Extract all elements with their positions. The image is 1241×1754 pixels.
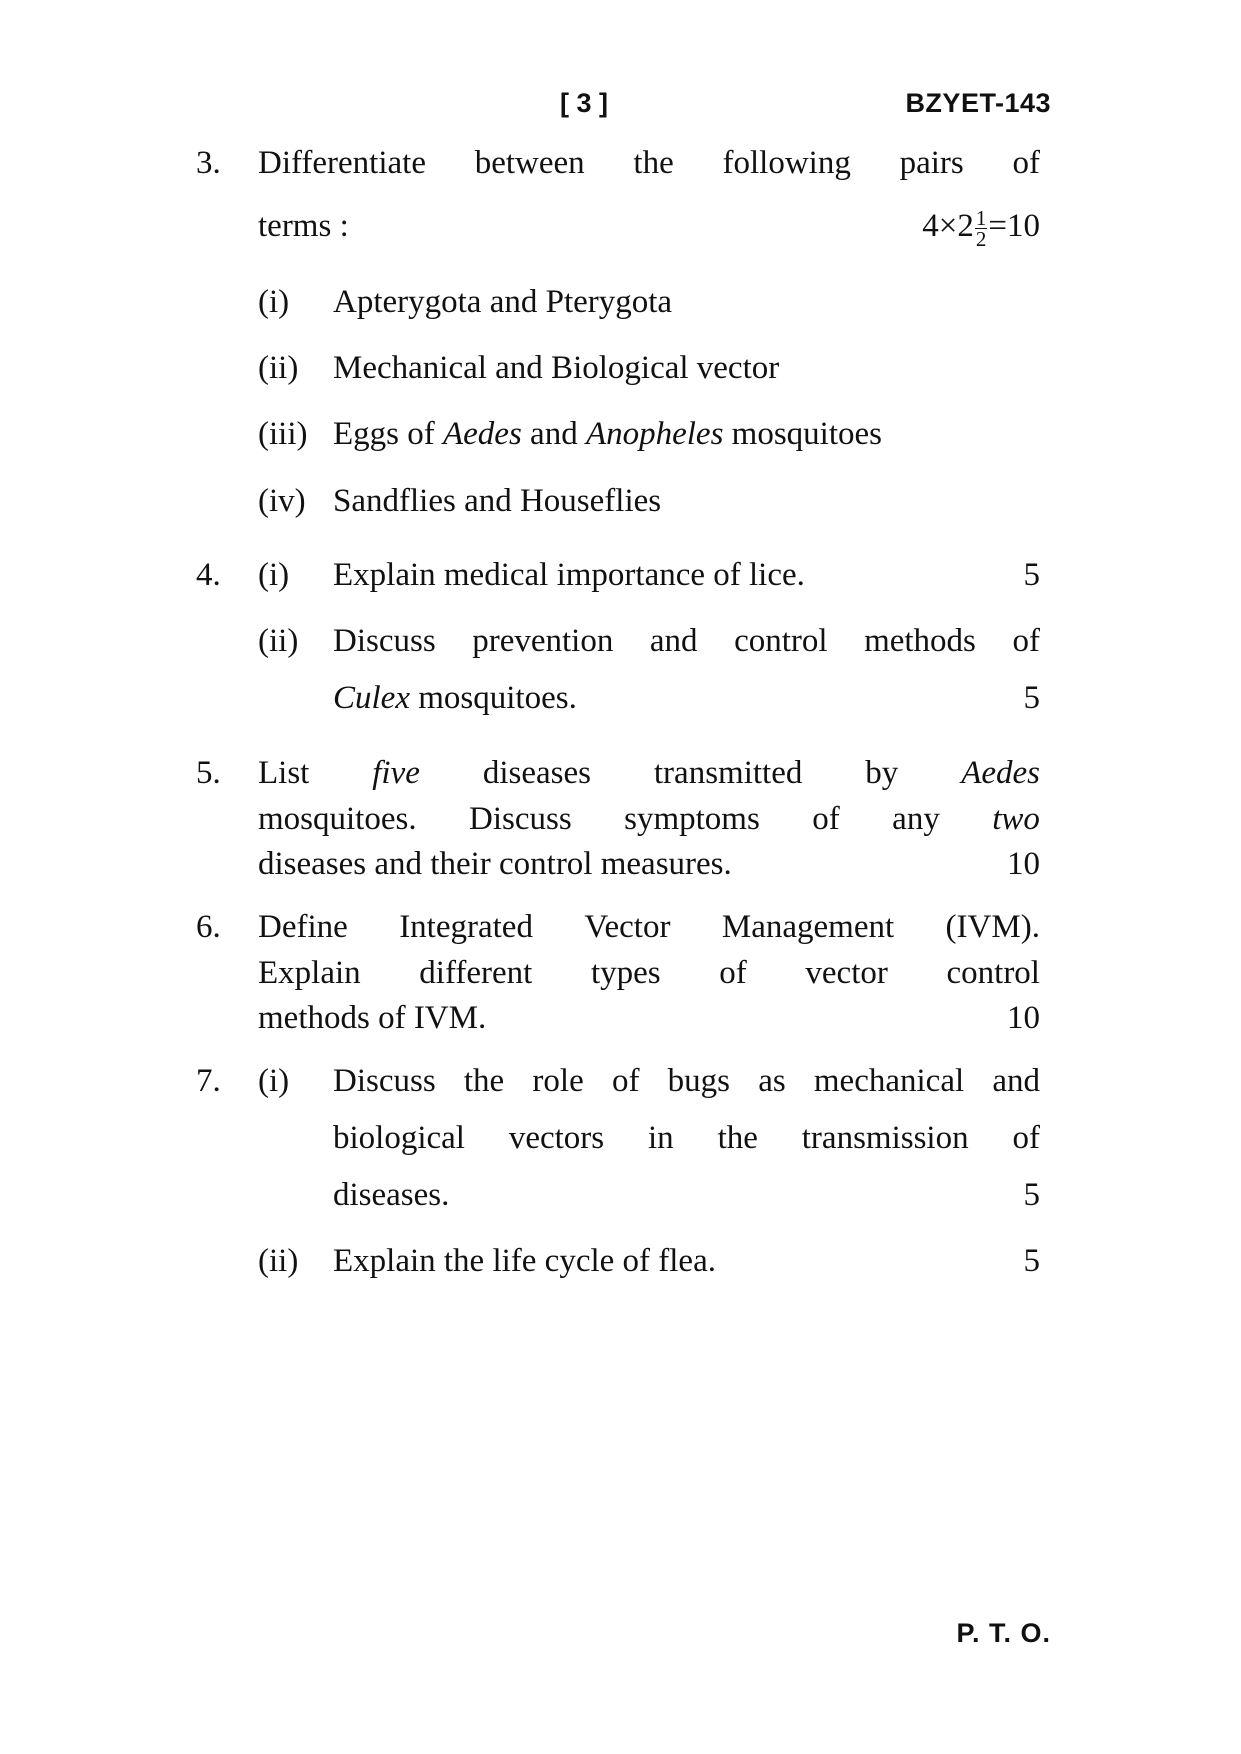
word: biological bbox=[333, 1120, 465, 1156]
question-3-marks bbox=[922, 206, 1040, 249]
word: Management bbox=[721, 909, 895, 945]
page-number: [ 3 ] bbox=[560, 88, 609, 118]
word-emphasis: five bbox=[372, 755, 420, 791]
word: vectors bbox=[508, 1120, 605, 1156]
item-number: (ii) bbox=[258, 350, 299, 386]
question-number: 3. bbox=[196, 145, 221, 181]
item-number: (i) bbox=[258, 284, 290, 320]
word: bugs bbox=[667, 1063, 730, 1099]
word: pairs bbox=[899, 145, 964, 181]
species-name: Culex bbox=[333, 680, 410, 716]
word: Vector bbox=[584, 909, 671, 945]
question-7-line-3 bbox=[0, 1175, 1241, 1215]
question-5-text: diseases and their control measures. bbox=[258, 846, 732, 882]
question-3-line-2 bbox=[0, 205, 1241, 251]
marks-prefix: 4×2 bbox=[922, 208, 974, 244]
species-name: Aedes bbox=[961, 755, 1040, 791]
question-number: 5. bbox=[196, 755, 221, 791]
question-7-line-2 bbox=[0, 1118, 1241, 1158]
word: the bbox=[633, 145, 674, 181]
fraction-numerator: 1 bbox=[975, 205, 987, 230]
item-text bbox=[333, 414, 882, 454]
word: role bbox=[532, 1063, 584, 1099]
item-text: Explain medical importance of lice. bbox=[333, 557, 805, 593]
question-7-line-4 bbox=[0, 1241, 1241, 1281]
word: as bbox=[758, 1063, 786, 1099]
marks: 10 bbox=[1007, 1000, 1040, 1036]
word: methods bbox=[864, 623, 976, 659]
question-6-line-3 bbox=[0, 998, 1241, 1038]
question-5-line-1 bbox=[0, 753, 1241, 793]
word: Differentiate bbox=[258, 145, 426, 181]
word: Discuss bbox=[333, 1063, 436, 1099]
word: between bbox=[474, 145, 585, 181]
word: and bbox=[649, 623, 698, 659]
text-run: and bbox=[521, 416, 586, 452]
item-number: (iii) bbox=[258, 416, 308, 452]
item-text-cont: diseases. bbox=[333, 1177, 450, 1213]
word: of bbox=[1012, 623, 1040, 659]
question-3-item bbox=[0, 348, 1241, 388]
word: of bbox=[719, 955, 747, 991]
item-text bbox=[333, 1118, 1040, 1158]
question-3-text bbox=[258, 143, 1040, 183]
question-6-text: methods of IVM. bbox=[258, 1000, 487, 1036]
word: and bbox=[992, 1063, 1040, 1099]
word-emphasis: two bbox=[992, 801, 1040, 837]
question-6-line-1 bbox=[0, 907, 1241, 947]
item-text bbox=[333, 1061, 1040, 1101]
word: Explain bbox=[258, 955, 361, 991]
question-number: 7. bbox=[196, 1063, 221, 1099]
word: (IVM). bbox=[945, 909, 1040, 945]
word: Discuss bbox=[469, 801, 572, 837]
fraction-half bbox=[975, 205, 988, 251]
question-3-item bbox=[0, 414, 1241, 454]
word: types bbox=[590, 955, 661, 991]
item-number: (i) bbox=[258, 1063, 290, 1099]
word: control bbox=[946, 955, 1040, 991]
word: the bbox=[717, 1120, 758, 1156]
text-run: Eggs of bbox=[333, 416, 443, 452]
item-number: (ii) bbox=[258, 1243, 299, 1279]
word: mechanical bbox=[813, 1063, 965, 1099]
item-text: Mechanical and Biological vector bbox=[333, 350, 780, 386]
word: any bbox=[892, 801, 940, 837]
question-5-line-3 bbox=[0, 844, 1241, 884]
question-3-line-1 bbox=[0, 143, 1241, 183]
item-text-cont bbox=[333, 678, 577, 718]
word: diseases bbox=[482, 755, 591, 791]
question-3-text-cont: terms : bbox=[258, 208, 349, 244]
word: mosquitoes. bbox=[258, 801, 417, 837]
word: List bbox=[258, 755, 310, 791]
marks: 5 bbox=[1023, 1243, 1040, 1279]
question-6-line-2 bbox=[0, 953, 1241, 993]
question-3-item bbox=[0, 282, 1241, 322]
question-4-line-1 bbox=[0, 555, 1241, 595]
question-3-item bbox=[0, 481, 1241, 521]
item-text: Apterygota and Pterygota bbox=[333, 284, 673, 320]
word: different bbox=[419, 955, 533, 991]
word: the bbox=[463, 1063, 505, 1099]
word: by bbox=[865, 755, 899, 791]
marks: 5 bbox=[1023, 1177, 1040, 1213]
question-7-line-1 bbox=[0, 1061, 1241, 1101]
species-name: Anopheles bbox=[585, 416, 724, 452]
item-number: (ii) bbox=[258, 623, 299, 659]
word: of bbox=[1012, 1120, 1040, 1156]
word: of bbox=[1012, 145, 1040, 181]
word: of bbox=[812, 801, 840, 837]
question-5-line-2 bbox=[0, 799, 1241, 839]
question-5-text bbox=[258, 799, 1040, 839]
please-turn-over: P. T. O. bbox=[956, 1618, 1051, 1648]
word: prevention bbox=[472, 623, 614, 659]
text-run: mosquitoes bbox=[723, 416, 883, 452]
question-5-text bbox=[258, 753, 1040, 793]
fraction-denominator: 2 bbox=[975, 226, 987, 251]
item-number: (i) bbox=[258, 557, 290, 593]
word: vector bbox=[805, 955, 888, 991]
word: in bbox=[648, 1120, 674, 1156]
species-name: Aedes bbox=[443, 416, 522, 452]
word: control bbox=[734, 623, 828, 659]
question-6-text bbox=[258, 907, 1040, 947]
word: symptoms bbox=[624, 801, 760, 837]
word: Integrated bbox=[399, 909, 533, 945]
word: Define bbox=[258, 909, 348, 945]
marks: 5 bbox=[1023, 680, 1040, 716]
item-text: Explain the life cycle of flea. bbox=[333, 1243, 716, 1279]
word: transmitted bbox=[653, 755, 803, 791]
item-text: Sandflies and Houseflies bbox=[333, 483, 662, 519]
word: Discuss bbox=[333, 623, 436, 659]
paper-code: BZYET-143 bbox=[905, 88, 1051, 118]
item-text bbox=[333, 621, 1040, 661]
text-run: mosquitoes. bbox=[409, 680, 577, 716]
word: following bbox=[722, 145, 851, 181]
item-number: (iv) bbox=[258, 483, 306, 519]
question-4-line-3 bbox=[0, 678, 1241, 718]
question-number: 6. bbox=[196, 909, 221, 945]
question-4-line-2 bbox=[0, 621, 1241, 661]
marks: 10 bbox=[1007, 846, 1040, 882]
marks: 5 bbox=[1023, 557, 1040, 593]
word: of bbox=[611, 1063, 640, 1099]
word: transmission bbox=[801, 1120, 969, 1156]
question-6-text bbox=[258, 953, 1040, 993]
marks-suffix: =10 bbox=[988, 208, 1040, 244]
question-number: 4. bbox=[196, 557, 221, 593]
